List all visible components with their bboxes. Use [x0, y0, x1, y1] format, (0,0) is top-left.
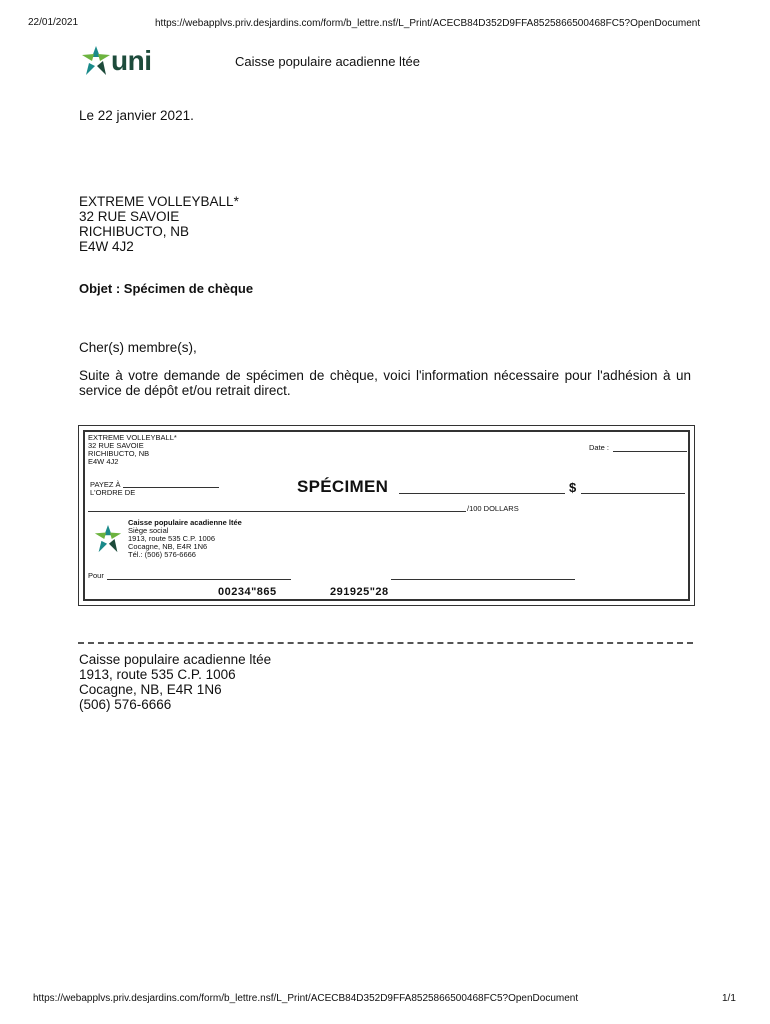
recipient-name: EXTREME VOLLEYBALL* [79, 194, 239, 209]
institution-title: Caisse populaire acadienne ltée [235, 54, 421, 69]
cheque-bank-info [128, 519, 242, 559]
page-number: 1/1 [722, 993, 736, 1004]
cheque-payto-label [90, 481, 135, 497]
cheque-holder-name: EXTREME VOLLEYBALL* [88, 433, 177, 442]
cheque-bank-name: Caisse populaire acadienne ltée [128, 518, 242, 527]
logo-wordmark: uni [111, 45, 152, 76]
cheque-holder-city: RICHIBUCTO, NB [88, 449, 150, 458]
cheque-specimen-label: SPÉCIMEN [297, 477, 389, 496]
cheque-payto-line2: L'ORDRE DE [90, 488, 136, 497]
cheque-holder-street: 32 RUE SAVOIE [88, 441, 144, 450]
cheque-memo-label: Pour [88, 571, 104, 580]
cheque-bank-line: Tél.: (506) 576-6666 [128, 550, 196, 559]
cheque-bank-line: Cocagne, NB, E4R 1N6 [128, 542, 208, 551]
cheque-payto-line1: PAYEZ À [90, 480, 121, 489]
letter-subject: Objet : Spécimen de chèque [79, 281, 254, 296]
caisse-name: Caisse populaire acadienne ltée [79, 652, 272, 667]
print-url: https://webapplvs.priv.desjardins.com/form/b_lettre.nsf/L_Print/ACECB84D352D9FFA8525866500468FC5?OpenDocument [155, 18, 701, 29]
cheque-holder-postal: E4W 4J2 [88, 457, 119, 466]
cheque-bank-line: 1913, route 535 C.P. 1006 [128, 534, 216, 543]
recipient-street: 32 RUE SAVOIE [79, 209, 180, 224]
bank-star-icon [93, 523, 123, 555]
cheque-dollar-sign: $ [569, 480, 577, 495]
cheque-bank-line: Siège social [128, 526, 169, 535]
cheque-amount-line [581, 493, 685, 494]
letter-date: Le 22 janvier 2021. [79, 108, 194, 123]
cheque-micr-account: 291925"28 [330, 586, 389, 598]
recipient-postal: E4W 4J2 [79, 239, 134, 254]
cheque-memo-line [107, 579, 291, 580]
cheque-micr-transit: 00234"865 [218, 586, 277, 598]
tear-line [78, 642, 693, 644]
cheque-holder-address [88, 434, 177, 466]
uni-logo [80, 44, 160, 78]
recipient-address [79, 194, 239, 254]
cheque-signature-line [391, 579, 575, 580]
uni-star-icon [80, 44, 112, 78]
cheque-date-label: Date : [589, 443, 610, 452]
cheque-specimen [78, 425, 695, 606]
cheque-frame [83, 430, 690, 601]
cheque-date-line [613, 451, 687, 452]
caisse-street: 1913, route 535 C.P. 1006 [79, 667, 236, 682]
cheque-dollars-line [88, 511, 466, 512]
cheque-dollars-label: /100 DOLLARS [467, 504, 519, 513]
cheque-payto-line [123, 487, 219, 488]
footer-url: https://webapplvs.priv.desjardins.com/form/b_lettre.nsf/L_Print/ACECB84D352D9FFA8525866500468FC5?OpenDocument [33, 993, 579, 1004]
caisse-address [79, 652, 271, 712]
cheque-amount-words-line [399, 493, 565, 494]
caisse-city: Cocagne, NB, E4R 1N6 [79, 682, 222, 697]
letter-body: Suite à votre demande de spécimen de chèque, voici l'information nécessaire pour l'adhésion à un service de dépôt et/ou retrait direct. [79, 368, 691, 398]
print-date: 22/01/2021 [28, 17, 79, 28]
letter-salutation: Cher(s) membre(s), [79, 340, 197, 355]
caisse-phone: (506) 576-6666 [79, 697, 172, 712]
recipient-city: RICHIBUCTO, NB [79, 224, 190, 239]
